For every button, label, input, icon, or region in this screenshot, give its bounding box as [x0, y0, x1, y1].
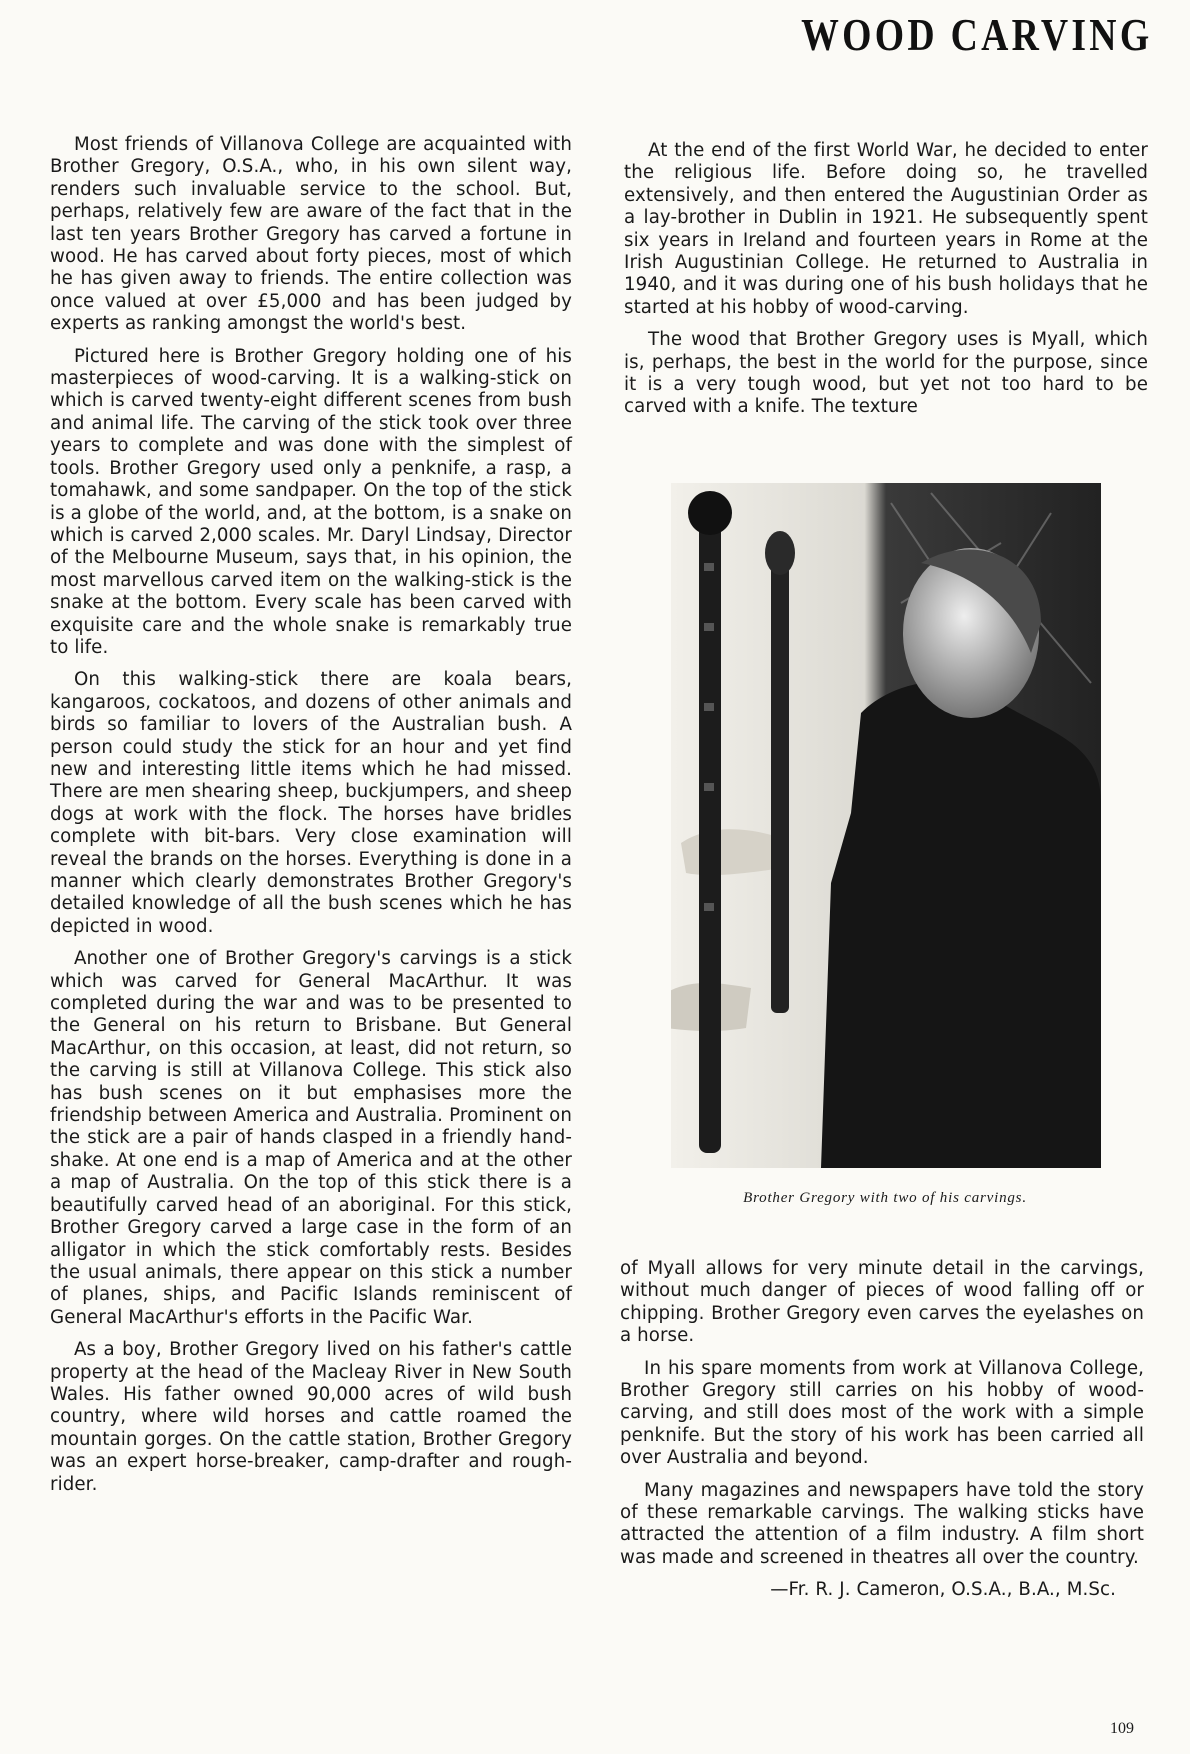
left-column [50, 134, 572, 1506]
paragraph: As a boy, Brother Gregory lived on his father's cattle property at the head of the Macleay River in New South Wales. His father owned 90,000 acres of wild bush country, where wild horses and cattle roamed the mountain gorges. On the cattle station, Brother Gregory was an expert horse-breaker, camp-drafter and rough-rider. [50, 1339, 572, 1495]
page-number: 109 [1110, 1720, 1134, 1737]
article-heading: WOOD CARVING [800, 9, 1152, 60]
paragraph: In his spare moments from work at Villanova College, Brother Gregory still carries on his hobby of wood-carving, and still does most of the work with a simple penknife. But the story of his work has been carried all over Australia and beyond. [620, 1357, 1144, 1469]
paragraph: Pictured here is Brother Gregory holding one of his masterpieces of wood-carving. It is a walking-stick on which is carved twenty-eight different scenes from bush and animal life. The carving of the stick took over three years to complete and was done with the simplest of tools. Brother Gregory used only a penknife, a rasp, a tomahawk, and some sandpaper. On the top of the stick is a globe of the world, and, at the bottom, is a snake on which is carved 2,000 scales. Mr. Daryl Lindsay, Director of the Melbourne Museum, says that, in his opinion, the most marvellous carved item on the walking-stick is the snake at the bottom. Every scale has been carved with exquisite care and the whole snake is remarkably true to life. [50, 345, 572, 658]
paragraph: At the end of the first World War, he decided to enter the religious life. Before doing so, he travelled extensively, and then entered the Augustinian Order as a lay-brother in Dublin in 1921. He subsequently spent six years in Ireland and fourteen years in Rome at the Irish Augustinian College. He returned to Australia in 1940, and it was during one of his bush holidays that he started at his hobby of wood-carving. [624, 140, 1148, 318]
paragraph: Another one of Brother Gregory's carvings is a stick which was carved for General MacArthur. It was completed during the war and was to be presented to the General on his return to Brisbane. But General MacArthur, on this occasion, at least, did not return, so the carving is still at Villanova College. This stick also has bush scenes on it but emphasises more the friendship between America and Australia. Prominent on the stick are a pair of hands clasped in a friendly hand-shake. At one end is a map of America and at the other a map of Australia. On the top of this stick there is a beautifully carved head of an aboriginal. For this stick, Brother Gregory carved a large case in the form of an alligator in which the stick comfortably rests. Besides the usual animals, there appear on this stick a number of planes, ships, and Pacific Islands reminiscent of General MacArthur's efforts in the Pacific War. [50, 948, 572, 1328]
right-column-top [624, 140, 1148, 429]
paragraph: On this walking-stick there are koala bears, kangaroos, cockatoos, and dozens of other animals and birds so familiar to lovers of the Australian bush. A person could study the stick for an hour and yet find new and interesting little items which he had missed. There are men shearing sheep, buckjumpers, and sheep dogs at work with the flock. The horses have bridles complete with bit-bars. Very close examination will reveal the brands on the horses. Everything is done in a manner which clearly demonstrates Brother Gregory's detailed knowledge of all the bush scenes which he has depicted in wood. [50, 669, 572, 937]
photo-caption: Brother Gregory with two of his carvings. [743, 1190, 1027, 1206]
paragraph: Many magazines and newspapers have told the story of these remarkable carvings. The walking sticks have attracted the attention of a film industry. A film short was made and screened in theatres all over the country. [620, 1479, 1144, 1568]
author-signature: —Fr. R. J. Cameron, O.S.A., B.A., M.Sc. [770, 1579, 1116, 1601]
paragraph: of Myall allows for very minute detail in the carvings, without much danger of pieces of wood falling off or chipping. Brother Gregory even carves the eyelashes on a horse. [620, 1258, 1144, 1347]
paragraph: Most friends of Villanova College are acquainted with Brother Gregory, O.S.A., who, in his own silent way, renders such invaluable service to the school. But, perhaps, relatively few are aware of the fact that in the last ten years Brother Gregory has carved a fortune in wood. He has carved about forty pieces, most of which he has given away to friends. The entire collection was once valued at over £5,000 and has been judged by experts as ranking amongst the world's best. [50, 134, 572, 335]
paragraph: The wood that Brother Gregory uses is Myall, which is, perhaps, the best in the world for the purpose, since it is a very tough wood, but yet not too hard to be carved with a knife. The texture [624, 329, 1148, 418]
right-column-bottom [620, 1258, 1144, 1602]
photo-brother-gregory [671, 483, 1101, 1168]
